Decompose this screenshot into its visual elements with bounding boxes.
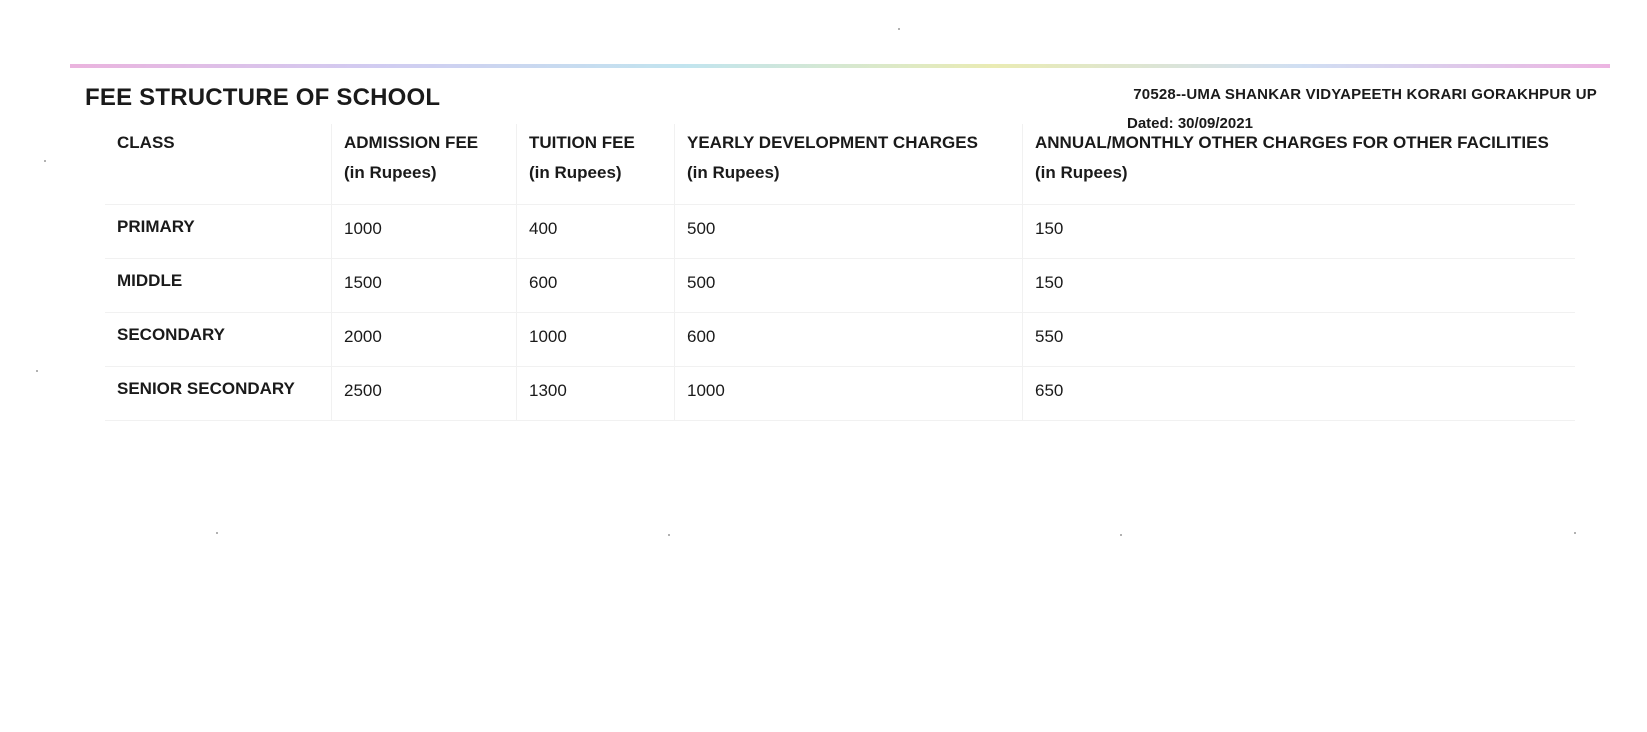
- row-class-senior-secondary: SENIOR SECONDARY: [105, 367, 332, 421]
- row-class-primary: PRIMARY: [105, 205, 332, 259]
- page-title: FEE STRUCTURE OF SCHOOL: [85, 84, 441, 111]
- header-development-unit: (in Rupees): [687, 163, 780, 182]
- cell-development-charges: 1000: [675, 367, 1023, 421]
- scan-speck: [44, 160, 46, 162]
- cell-other-charges: 150: [1023, 205, 1576, 259]
- cell-admission-fee: 1000: [332, 205, 517, 259]
- scan-speck: [216, 532, 218, 534]
- cell-other-charges: 550: [1023, 313, 1576, 367]
- date-line: Dated: 30/09/2021: [1127, 115, 1253, 132]
- cell-tuition-fee: 1000: [517, 313, 675, 367]
- table-row: [105, 259, 1575, 313]
- table-header-row: [105, 124, 1575, 205]
- cell-other-charges: 150: [1023, 259, 1576, 313]
- cell-tuition-fee: 400: [517, 205, 675, 259]
- header-class: [105, 124, 332, 205]
- header-other-charges: [1023, 124, 1576, 205]
- school-name: 70528--UMA SHANKAR VIDYAPEETH KORARI GORAKHPUR UP: [1133, 86, 1597, 103]
- header-tuition-unit: (in Rupees): [529, 163, 622, 182]
- header-other-label: ANNUAL/MONTHLY OTHER CHARGES FOR OTHER FACILITIES: [1035, 133, 1549, 152]
- header-divider: [70, 64, 1610, 68]
- table-row: [105, 313, 1575, 367]
- cell-tuition-fee: 1300: [517, 367, 675, 421]
- header-tuition-fee: [517, 124, 675, 205]
- header-development-label: YEARLY DEVELOPMENT CHARGES: [687, 133, 978, 152]
- header-class-label: CLASS: [117, 133, 175, 152]
- scan-speck: [668, 534, 670, 536]
- row-class-middle: MIDDLE: [105, 259, 332, 313]
- header-admission-fee: [332, 124, 517, 205]
- fee-table: [105, 124, 1575, 421]
- cell-tuition-fee: 600: [517, 259, 675, 313]
- cell-admission-fee: 2500: [332, 367, 517, 421]
- header-admission-label: ADMISSION FEE: [344, 133, 479, 152]
- scan-speck: [898, 28, 900, 30]
- cell-development-charges: 500: [675, 259, 1023, 313]
- table-row: [105, 205, 1575, 259]
- cell-admission-fee: 2000: [332, 313, 517, 367]
- scan-speck: [1574, 532, 1576, 534]
- table-row: [105, 367, 1575, 421]
- header-other-unit: (in Rupees): [1035, 163, 1128, 182]
- scan-speck: [1120, 534, 1122, 536]
- scan-speck: [36, 370, 38, 372]
- header-admission-unit: (in Rupees): [344, 163, 437, 182]
- header-tuition-label: TUITION FEE: [529, 133, 635, 152]
- cell-development-charges: 600: [675, 313, 1023, 367]
- header-development-charges: [675, 124, 1023, 205]
- row-class-secondary: SECONDARY: [105, 313, 332, 367]
- cell-development-charges: 500: [675, 205, 1023, 259]
- cell-other-charges: 650: [1023, 367, 1576, 421]
- cell-admission-fee: 1500: [332, 259, 517, 313]
